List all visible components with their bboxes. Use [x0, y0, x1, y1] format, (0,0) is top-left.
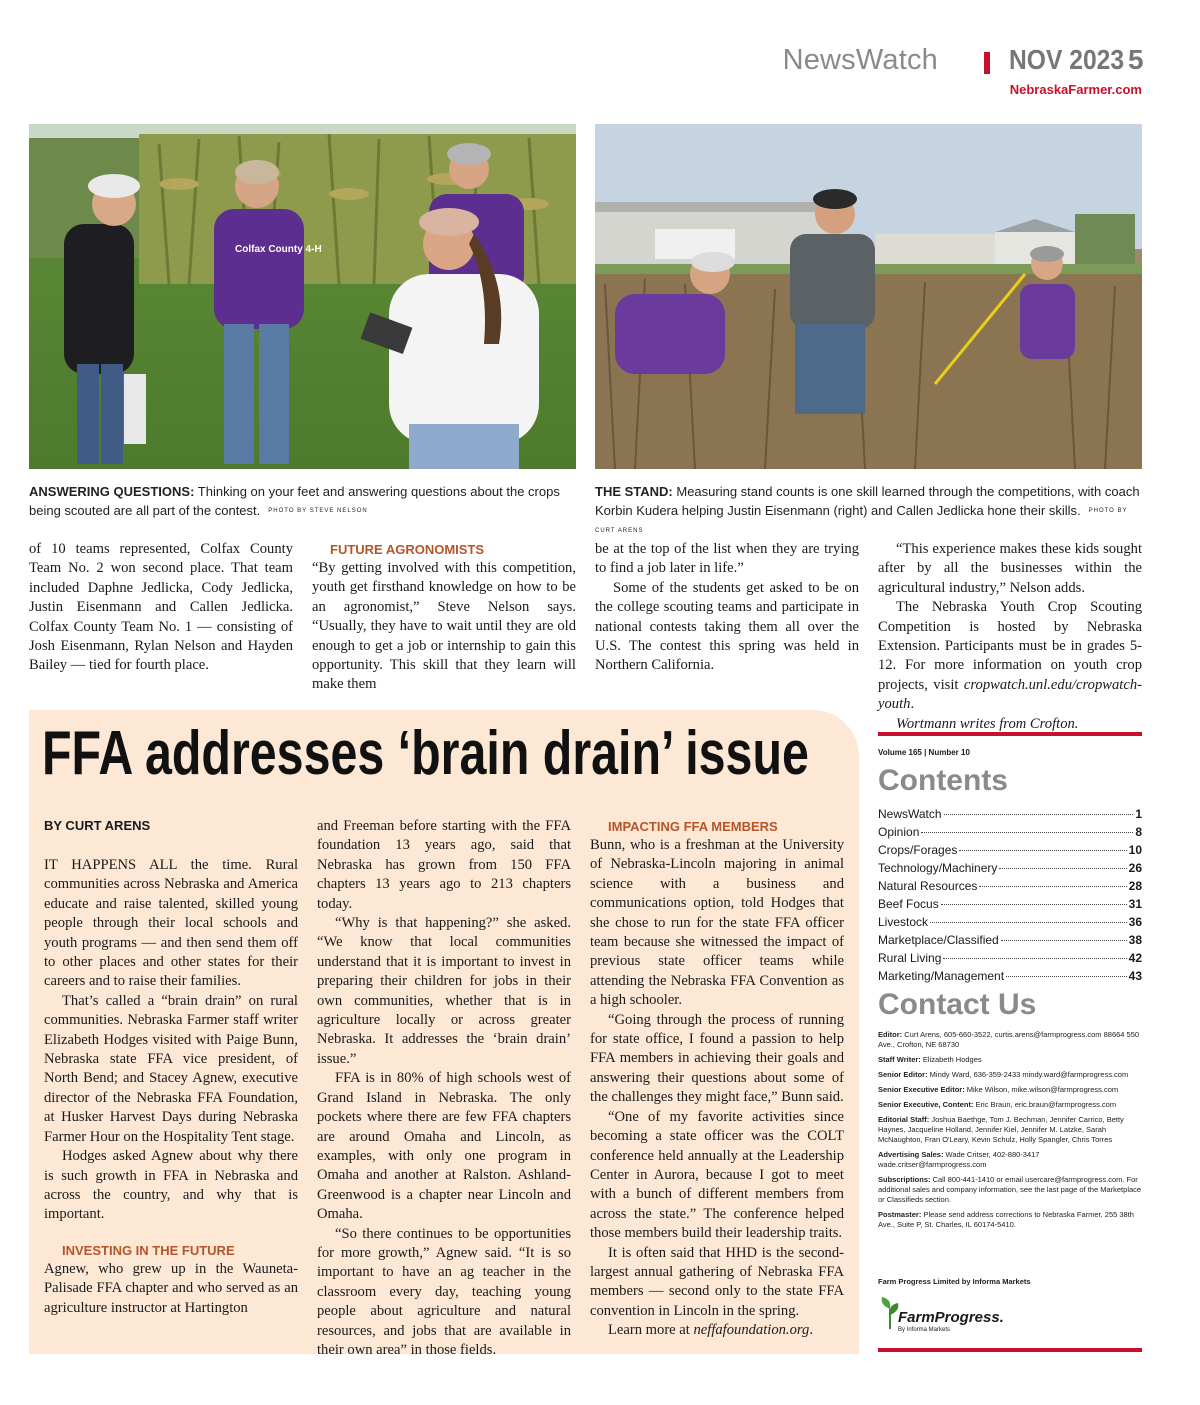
contact-label: Staff Writer:	[878, 1055, 921, 1064]
story-paragraph: “This experience makes these kids sought after by all the businesses within the agricultural industry,” Nelson adds.	[878, 541, 1142, 596]
contact-entry	[878, 1115, 1142, 1145]
feature-paragraph: “Going through the process of running for state office, I found a passion to help FFA members in achieving their goals and answering their questions about some of the challenges they might face,” Bunn said.	[590, 1011, 844, 1106]
contact-text: Please send address corrections to Nebraska Farmer, 255 38th Ave., Suite P, St. Charles, IL 60174-5410.	[878, 1210, 1134, 1229]
site-url: NebraskaFarmer.com	[1009, 82, 1142, 97]
toc-leader	[943, 958, 1126, 959]
feature-paragraph: IT HAPPENS ALL the time. Rural communities across Nebraska and America educate and raise talented, skilled young people through their local schools and youth programs — and then send them off to other places and other states for their careers and to raise their families.	[44, 857, 298, 990]
period: .	[910, 696, 915, 713]
period: .	[809, 1322, 813, 1339]
photo-answering-questions	[29, 124, 576, 469]
neffa-link[interactable]: neffafoundation.org	[693, 1322, 810, 1339]
company-line: Farm Progress Limited by Informa Markets	[878, 1277, 1031, 1286]
contact-entry	[878, 1210, 1142, 1230]
table-of-contents	[878, 805, 1142, 985]
photo-the-stand	[595, 124, 1142, 469]
toc-leader	[979, 886, 1126, 887]
toc-page: 38	[1128, 933, 1142, 947]
toc-item	[878, 823, 1142, 841]
subhead-impacting: IMPACTING FFA MEMBERS	[608, 819, 778, 834]
toc-item	[878, 931, 1142, 949]
contact-label: Senior Editor:	[878, 1070, 928, 1079]
logo-subtitle: By Informa Markets	[898, 1327, 951, 1333]
logo-wordmark: FarmProgress.	[898, 1309, 1004, 1326]
contact-text: Eric Braun, eric.braun@farmprogress.com	[973, 1100, 1117, 1109]
toc-label: Rural Living	[878, 951, 942, 965]
volume-number: Volume 165 | Number 10	[878, 748, 970, 757]
toc-item	[878, 877, 1142, 895]
contact-entry	[878, 1030, 1142, 1050]
toc-page: 10	[1128, 843, 1142, 857]
page-number: 5	[1128, 44, 1144, 75]
feature-column-1	[44, 856, 298, 1318]
toc-leader	[1006, 976, 1127, 977]
contact-entry	[878, 1085, 1142, 1095]
story-column-3	[595, 540, 859, 676]
toc-page: 1	[1135, 807, 1142, 821]
contact-list	[878, 1030, 1142, 1235]
story-column-2	[312, 540, 576, 695]
toc-page: 26	[1128, 861, 1142, 875]
contact-text: Curt Arens, 605-660-3522, curtis.arens@farmprogress.com 88664 550 Ave., Crofton, NE 68730	[878, 1030, 1140, 1049]
toc-leader	[930, 922, 1127, 923]
caption-lead: THE STAND:	[595, 484, 673, 499]
caption-text: Thinking on your feet and answering questions about the crops being scouted are all part of the contest.	[29, 484, 560, 518]
feature-headline: FFA addresses ‘brain drain’ issue	[42, 719, 809, 788]
feature-paragraph: “So there continues to be opportunities for more growth,” Agnew said. “It is so important to have an ag teacher in the classroom every day, teaching young people about agriculture and natural resources, and jobs that are available in their own area” in those fields.	[317, 1225, 571, 1358]
toc-label: Crops/Forages	[878, 843, 958, 857]
toc-page: 28	[1128, 879, 1142, 893]
contact-label: Subscriptions:	[878, 1175, 931, 1184]
story-column-4	[878, 540, 1142, 734]
contents-title: Contents	[878, 764, 1008, 797]
feature-paragraph: Hodges asked Agnew about why there is such growth in FFA in Nebraska and across the country, and why that is important.	[44, 1148, 298, 1223]
photo-credit: PHOTO BY STEVE NELSON	[268, 508, 368, 515]
section-name: NewsWatch	[782, 44, 938, 76]
toc-page: 43	[1128, 969, 1142, 983]
toc-label: Opinion	[878, 825, 920, 839]
toc-leader	[921, 832, 1133, 833]
toc-label: Marketplace/Classified	[878, 933, 999, 947]
story-column-1	[29, 540, 293, 676]
toc-leader	[1001, 940, 1127, 941]
story-paragraph: The Nebraska Youth Crop Scouting Competition is hosted by Nebraska Extension. Participants must be in grades 5-12. For more information on youth crop projects, visit	[878, 599, 1142, 693]
caption-answering-questions	[29, 482, 576, 521]
header-divider	[984, 52, 990, 74]
author-signoff: Wortmann writes from Crofton.	[896, 715, 1079, 732]
farmprogress-logo	[878, 1295, 1018, 1335]
toc-item	[878, 949, 1142, 967]
photo-credit: PHOTO BY CURT ARENS	[595, 508, 1128, 535]
caption-the-stand	[595, 482, 1142, 541]
toc-label: Beef Focus	[878, 897, 939, 911]
toc-item	[878, 913, 1142, 931]
toc-label: Marketing/Management	[878, 969, 1005, 983]
contact-text: Mindy Ward, 636-359-2433 mindy.ward@farmprogress.com	[927, 1070, 1129, 1079]
contact-entry	[878, 1150, 1142, 1170]
issue-date: NOV 2023	[1009, 44, 1125, 75]
feature-paragraph: Agnew, who grew up in the Wauneta-Palisade FFA chapter and who served as an agriculture instructor at Hartington	[44, 1260, 298, 1316]
contact-entry	[878, 1070, 1142, 1080]
toc-item	[878, 859, 1142, 877]
contact-text: Joshua Baethge, Tom J. Bechman, Jennifer Carrico, Betty Haynes, Jacqueline Holland, Jennifer Kiel, Jennifer M. Latzke, Sarah McNaughton, Fran O'Leary, Kevin Schulz, Holly Spangler, Chris Torres	[878, 1115, 1124, 1144]
contact-entry	[878, 1175, 1142, 1205]
contact-entry	[878, 1100, 1142, 1110]
feature-paragraph: It is often said that HHD is the second-largest annual gathering of Nebraska FFA members — second only to the state FFA convention in Lincoln in the spring.	[590, 1244, 844, 1319]
story-paragraph: be at the top of the list when they are trying to find a job later in life.”	[595, 541, 859, 577]
contact-label: Senior Executive Editor:	[878, 1085, 965, 1094]
subhead-future-agronomists: FUTURE AGRONOMISTS	[330, 542, 485, 557]
toc-label: Technology/Machinery	[878, 861, 998, 875]
toc-item	[878, 841, 1142, 859]
byline: BY CURT ARENS	[44, 818, 151, 833]
feature-paragraph: That’s called a “brain drain” on rural communities. Nebraska Farmer staff writer Elizabeth Hodges visited with Paige Bunn, Nebraska state FFA vice president, of North Bend; and Stacey Agnew, executive director of the Nebraska FFA Foundation, at Husker Harvest Days during Nebraska Farmer Hour on the Hospitality Tent stage.	[44, 992, 298, 1145]
contact-label: Postmaster:	[878, 1210, 922, 1219]
contact-label: Advertising Sales:	[878, 1150, 944, 1159]
story-paragraph: of 10 teams represented, Colfax County Team No. 2 won second place. That team included Daphne Jedlicka, Cody Jedlicka, Justin Eisenmann and Callen Jedlicka. Colfax County Team No. 1 — consisting of Josh Eisenmann, Rylan Nelson and Hayden Bailey — tied for fourth place.	[29, 541, 293, 674]
toc-leader	[941, 904, 1127, 905]
learn-more-text: Learn more at	[608, 1322, 694, 1339]
feature-paragraph: “Why is that happening?” she asked. “We know that local communities understand that it is important to invest in preparing their children for jobs in their own communities, whether that is in agriculture locally or across greater Nebraska. It addresses the ‘brain drain’ issue.”	[317, 915, 571, 1067]
contact-text: Call 800-441-1410 or email usercare@farmprogress.com. For additional sales and company information, see the last page of the Marketplace or Classifieds section.	[878, 1175, 1142, 1204]
toc-item	[878, 967, 1142, 985]
caption-text: Measuring stand counts is one skill learned through the competitions, with coach Korbin Kudera helping Justin Eisenmann (right) and Callen Jedlicka hone their skills.	[595, 484, 1140, 518]
contact-label: Editor:	[878, 1030, 903, 1039]
feature-paragraph: “One of my favorite activities since becoming a state officer was the COLT conference held annually at the Leadership Center in Aurora, because I got to meet with a bunch of different members from across the state.” The conference helped those members build their leadership traits.	[590, 1108, 844, 1242]
sidebar-bottom-rule	[878, 1348, 1142, 1352]
contact-entry	[878, 1055, 1142, 1065]
toc-page: 8	[1135, 825, 1142, 839]
story-paragraph: “By getting involved with this competition, youth get firsthand knowledge on how to be an agronomist,” Steve Nelson says. “Usually, they have to wait until they are old enough to get a job or internship to gain this opportunity. This skill that they learn will make them	[312, 560, 576, 693]
contact-label: Editorial Staff:	[878, 1115, 930, 1124]
feature-paragraph: Bunn, who is a freshman at the University of Nebraska-Lincoln majoring in animal science with a business and communications option, told Hodges that she chose to run for the state FFA officer team because she witnessed the impact of previous state officer teams while attending the Nebraska FFA Convention as a high schooler.	[590, 837, 844, 1009]
contact-label: Senior Executive, Content:	[878, 1100, 974, 1109]
contact-text: Wade Critser, 402-880-3417 wade.critser@farmprogress.com	[878, 1150, 1040, 1169]
toc-leader	[959, 850, 1126, 851]
feature-paragraph: FFA is in 80% of high schools west of Grand Island in Nebraska. The only pockets where there are few FFA chapters are around Omaha and Lincoln, as examples, with only one program in Omaha and another at Ralston. Ashland-Greenwood is a chapter near Lincoln and Omaha.	[317, 1070, 571, 1223]
sidebar-top-rule	[878, 732, 1142, 736]
toc-leader	[944, 814, 1134, 815]
contact-text: Mike Wilson, mike.wilson@farmprogress.com	[964, 1085, 1119, 1094]
toc-page: 31	[1128, 897, 1142, 911]
toc-item	[878, 895, 1142, 913]
toc-page: 36	[1128, 915, 1142, 929]
toc-item	[878, 805, 1142, 823]
toc-label: NewsWatch	[878, 807, 942, 821]
feature-paragraph: and Freeman before starting with the FFA foundation 13 years ago, said that Nebraska has grown from 150 FFA chapters 13 years ago to 213 chapters today.	[317, 818, 571, 912]
contact-title: Contact Us	[878, 988, 1037, 1021]
shirt-text: Colfax County 4-H	[235, 244, 322, 255]
feature-column-3	[590, 817, 844, 1341]
cropwatch-link[interactable]: cropwatch.unl.edu/cropwatch-youth	[878, 676, 1142, 713]
story-paragraph: Some of the students get asked to be on the college scouting teams and participate in national contests taking them all over the U.S. The contest this spring was held in Northern California.	[595, 579, 859, 674]
caption-lead: ANSWERING QUESTIONS:	[29, 484, 195, 499]
toc-leader	[999, 868, 1126, 869]
feature-column-2	[317, 817, 571, 1360]
toc-page: 42	[1128, 951, 1142, 965]
toc-label: Natural Resources	[878, 879, 978, 893]
toc-label: Livestock	[878, 915, 929, 929]
contact-text: Elizabeth Hodges	[920, 1055, 982, 1064]
subhead-investing: INVESTING IN THE FUTURE	[62, 1242, 235, 1258]
